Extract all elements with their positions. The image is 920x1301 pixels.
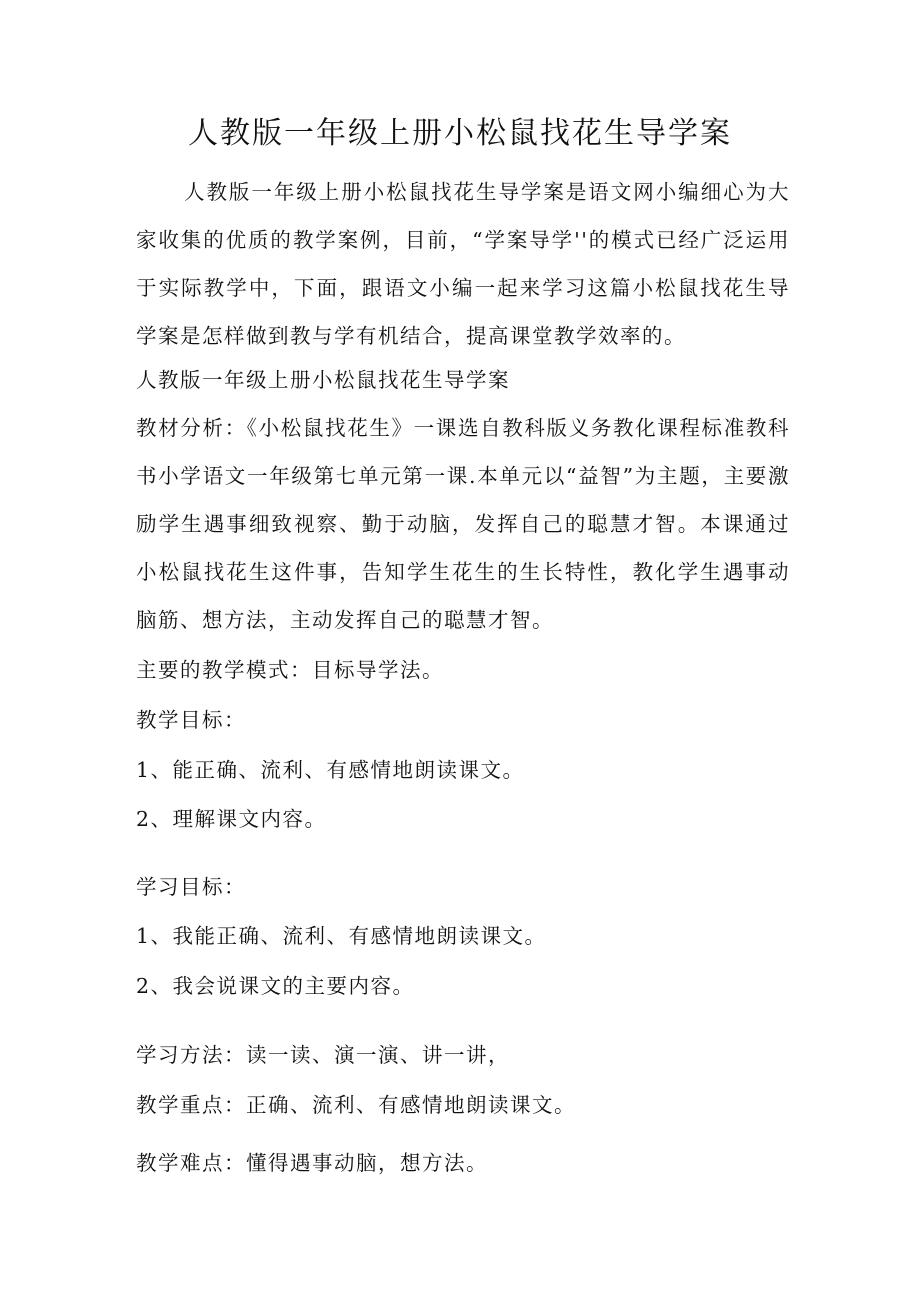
- learning-goal-item: 1、我能正确、流利、有感情地朗读课文。: [136, 924, 547, 948]
- learning-goals-heading: 学习目标：: [136, 875, 246, 899]
- section-subtitle: 人教版一年级上册小松鼠找花生导学案: [136, 368, 510, 392]
- textbook-analysis-paragraph: 教材分析：《小松鼠找花生》一课选自教科版义务教化课程标准教科书小学语文一年级第七单元第一课.本单元以“益智”为主题，主要激励学生遇事细致视察、勤于动脑，发挥自己的聪慧才智。本课通过小松鼠找花生这件事，告知学生花生的生长特性，教化学生遇事动脑筋、想方法，主动发挥自己的聪慧才智。: [136, 416, 790, 632]
- teaching-goal-item: 1、能正确、流利、有感情地朗读课文。: [136, 758, 525, 782]
- learning-methods: 学习方法：读一读、演一演、讲一讲，: [136, 1043, 510, 1067]
- teaching-goal-item: 2、理解课文内容。: [136, 807, 327, 831]
- teaching-difficulties: 教学难点：懂得遇事动脑，想方法。: [136, 1151, 488, 1175]
- learning-goal-item: 2、我会说课文的主要内容。: [136, 974, 415, 998]
- teaching-goals-heading: 教学目标：: [136, 708, 246, 732]
- teaching-key-points: 教学重点：正确、流利、有感情地朗读课文。: [136, 1093, 576, 1117]
- teaching-mode: 主要的教学模式：目标导学法。: [136, 658, 444, 682]
- document-title: 人教版一年级上册小松鼠找花生导学案: [188, 116, 732, 151]
- intro-paragraph: 人教版一年级上册小松鼠找花生导学案是语文网小编细心为大家收集的优质的教学案例，目前，“学案导学''的模式已经广泛运用于实际教学中，下面，跟语文小编一起来学习这篇小松鼠找花生导学案是怎样做到教与学有机结合，提高课堂教学效率的。: [136, 180, 790, 348]
